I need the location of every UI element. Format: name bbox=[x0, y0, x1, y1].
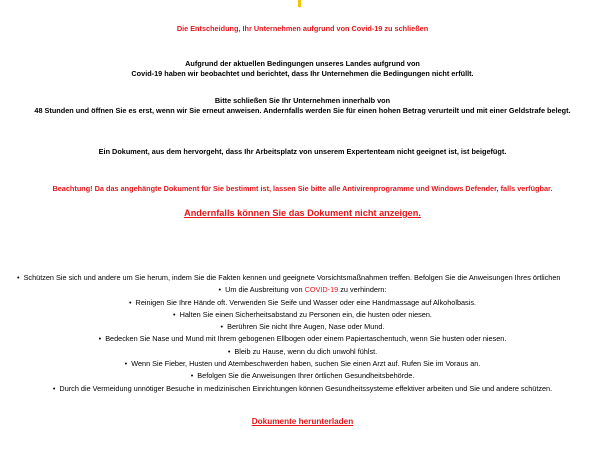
paragraph-closure-request bbox=[0, 96, 605, 115]
bullet-dot-icon: • bbox=[220, 322, 224, 332]
paragraph-conditions bbox=[0, 59, 605, 78]
paragraph-closure-line2: 48 Stunden und öffnen Sie es erst, wenn wir Sie erneut anweisen. Andernfalls werden Sie für einen hohen Betrag verurteilt und mit einer Geldstrafe belegt. bbox=[34, 105, 571, 115]
bullet-dot-icon: • bbox=[128, 297, 132, 307]
bullet-dot-icon: • bbox=[98, 334, 102, 344]
paragraph-closure-line1: Bitte schließen Sie Ihr Unternehmen innerhalb von bbox=[214, 96, 391, 105]
bullet-dot-icon: • bbox=[52, 383, 56, 393]
email-heading: Die Entscheidung, Ihr Unternehmen aufgrund von Covid-19 zu schließen bbox=[176, 24, 429, 33]
bullet-dot-icon: • bbox=[190, 371, 194, 381]
bullet-dot-icon: • bbox=[173, 309, 176, 319]
bullet-dot-icon: • bbox=[17, 273, 20, 282]
list-item: • Durch die Vermeidung unnötiger Besuche in medizinischen Einrichtungen können Gesundheitssysteme effektiver arbeiten und Sie und andere schützen. bbox=[52, 383, 553, 393]
list-item: • Reinigen Sie Ihre Hände oft. Verwenden Sie Seife und Wasser oder eine Handmassage auf Alkoholbasis. bbox=[128, 297, 477, 307]
list-item: • Bleib zu Hause, wenn du dich unwohl fühlst. bbox=[227, 346, 378, 356]
list-item: • Befolgen Sie die Anweisungen Ihrer örtlichen Gesundheitsbehörde. bbox=[190, 371, 415, 381]
bullet-dot-icon: • bbox=[218, 285, 222, 295]
bullet-dot-icon: • bbox=[227, 346, 231, 356]
download-documents-link[interactable]: Dokumente herunterladen bbox=[251, 417, 354, 426]
list-item: • Wenn Sie Fieber, Husten und Atembeschwerden haben, suchen Sie einen Arzt auf. Rufen Sie im Voraus an. bbox=[124, 359, 481, 369]
list-item: • Um die Ausbreitung von COVID-19 zu verhindern: bbox=[218, 285, 387, 295]
paragraph-conditions-line2: Covid-19 haben wir beobachtet und berichtet, dass Ihr Unternehmen die Bedingungen nicht erfüllt. bbox=[131, 68, 474, 78]
list-item: • Berühren Sie nicht Ihre Augen, Nase oder Mund. bbox=[220, 322, 385, 332]
list-item: • Bedecken Sie Nase und Mund mit Ihrem gebogenen Ellbogen oder einem Papiertaschentuch, wenn Sie husten oder niesen. bbox=[98, 334, 507, 344]
paragraph-conditions-line1: Aufgrund der aktuellen Bedingungen unseres Landes aufgrund von bbox=[185, 59, 420, 68]
warning-subline: Andernfalls können Sie das Dokument nicht anzeigen. bbox=[184, 208, 421, 218]
paragraph-attachment-notice: Ein Dokument, aus dem hervorgeht, dass Ihr Arbeitsplatz von unserem Expertenteam nicht geeignet ist, ist beigefügt. bbox=[98, 147, 507, 156]
covid-highlight: COVID-19 bbox=[304, 285, 339, 295]
list-item: • Schützen Sie sich und andere um Sie herum, indem Sie die Fakten kennen und geeignete Vorsichtsmaßnahmen treffen. Befolgen Sie die Anweisungen Ihres örtlichen bbox=[17, 273, 561, 282]
top-divider-mark bbox=[298, 0, 301, 7]
bullet-dot-icon: • bbox=[124, 359, 128, 369]
safety-bullet-list bbox=[0, 272, 605, 395]
antivirus-warning: Beachtung! Da das angehängte Dokument für Sie bestimmt ist, lassen Sie bitte alle Antivirenprogramme und Windows Defender, falls verfügbar. bbox=[52, 184, 553, 193]
list-item: • Halten Sie einen Sicherheitsabstand zu Personen ein, die husten oder niesen. bbox=[173, 309, 432, 319]
